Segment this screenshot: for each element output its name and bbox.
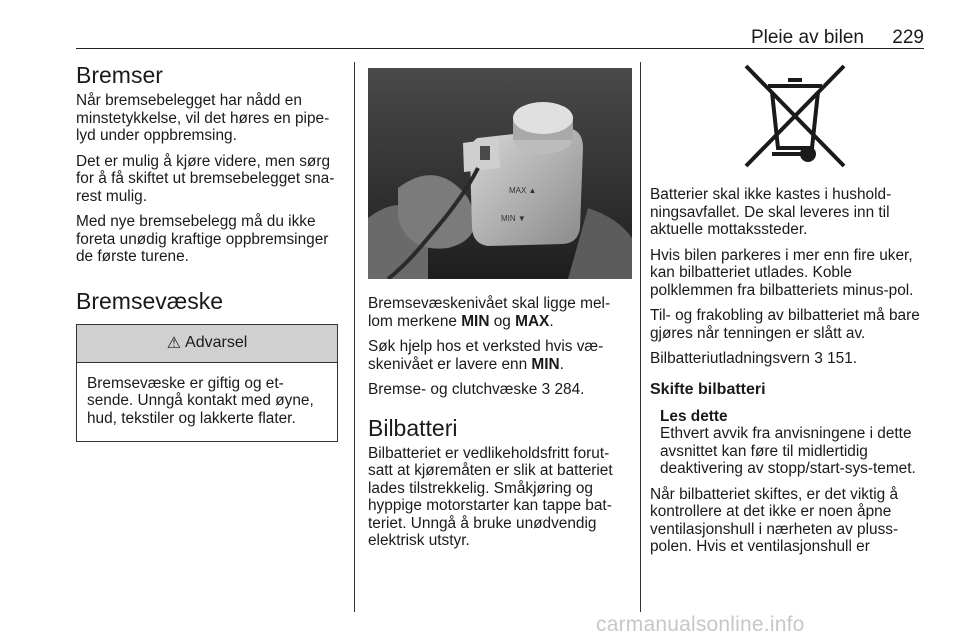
paragraph: Bremse- og clutchvæske 3 284. — [368, 381, 585, 398]
note-text: Ethvert avvik fra anvisningene i dette avsnittet kan føre til midlertidig deaktivering av stopp/start-sys-temet. — [660, 425, 916, 477]
warning-triangle-icon: ⚠ — [166, 335, 182, 352]
paragraph: Det er mulig å kjøre videre, men sørg for å få skiftet ut bremsebelegget sna-rest mulig. — [76, 152, 335, 205]
paragraph: Bilbatteriutladningsvern 3 151. — [650, 350, 858, 367]
warning-box — [76, 324, 338, 443]
column-left — [76, 62, 338, 442]
page-number: 229 — [892, 27, 924, 48]
warning-text: Bremsevæske er giftig og et-sende. Unngå kontakt med øyne, hud, tekstiler og lakkerte flater. — [87, 374, 314, 427]
paragraph: Batterier skal ikke kastes i hushold-ningsavfallet. De skal leveres inn til aktuelle mottakssteder. — [650, 186, 892, 238]
paragraph: Med nye bremsebelegg må du ikke foreta unødig kraftige oppbremsinger de første turene. — [76, 213, 329, 265]
crossed-out-bin-icon — [742, 62, 848, 172]
paragraph: Hvis bilen parkeres i mer enn fire uker, kan bilbatteriet utlades. Koble polklemmen fra bilbatteriets minus-pol. — [650, 246, 914, 299]
column-divider — [354, 62, 355, 612]
paragraph: Bremsevæskenivået skal ligge mel-lom merkene MIN og MAX. — [368, 295, 611, 330]
warning-header — [77, 325, 337, 363]
column-right — [650, 62, 926, 564]
section-heading-brakes: Bremser — [76, 62, 163, 88]
section-heading-battery: Bilbatteri — [368, 414, 458, 441]
page-reference-icon: 3 — [541, 381, 551, 398]
max-mark-label: MAX ▲ — [509, 186, 537, 195]
page-header — [76, 28, 924, 49]
brake-fluid-reservoir-photo — [368, 68, 632, 279]
note-box — [650, 408, 926, 478]
max-mark: MAX — [515, 312, 550, 330]
paragraph: Når bilbatteriet skiftes, er det viktig å kontrollere at det ikke er noen åpne ventilasjonshull i nærheten av pluss-polen. Hvis et ventilasjonshull er — [650, 485, 899, 555]
warning-title: Advarsel — [185, 334, 248, 351]
min-mark: MIN — [531, 355, 560, 373]
paragraph: Søk hjelp hos et verksted hvis væ-skenivået er lavere enn MIN. — [368, 338, 604, 373]
subheading-replace-battery: Skifte bilbatteri — [650, 380, 766, 398]
min-mark: MIN — [461, 312, 490, 330]
min-mark-label: MIN ▼ — [501, 214, 526, 223]
watermark: carmanualsonline.info — [596, 613, 805, 636]
section-heading-brake-fluid: Bremsevæske — [76, 287, 223, 314]
column-divider — [640, 62, 641, 612]
page-title: Pleie av bilen — [750, 27, 864, 48]
paragraph: Til- og frakobling av bilbatteriet må bare gjøres når tenningen er slått av. — [650, 307, 920, 342]
paragraph: Bilbatteriet er vedlikeholdsfritt forut-satt at kjøremåten er slik at batteriet lades tilstrekkelig. Småkjøring og hyppige motorstarter kan tappe bat-teriet. Unngå å bruke unødvendig elektrisk utstyr. — [368, 444, 613, 549]
page-reference-icon: 3 — [814, 350, 823, 367]
column-middle — [368, 62, 632, 558]
paragraph: Når bremsebelegget har nådd en minstetykkelse, vil det høres en pipe-lyd under oppbremsing. — [76, 92, 330, 144]
note-label: Les dette — [660, 407, 728, 425]
